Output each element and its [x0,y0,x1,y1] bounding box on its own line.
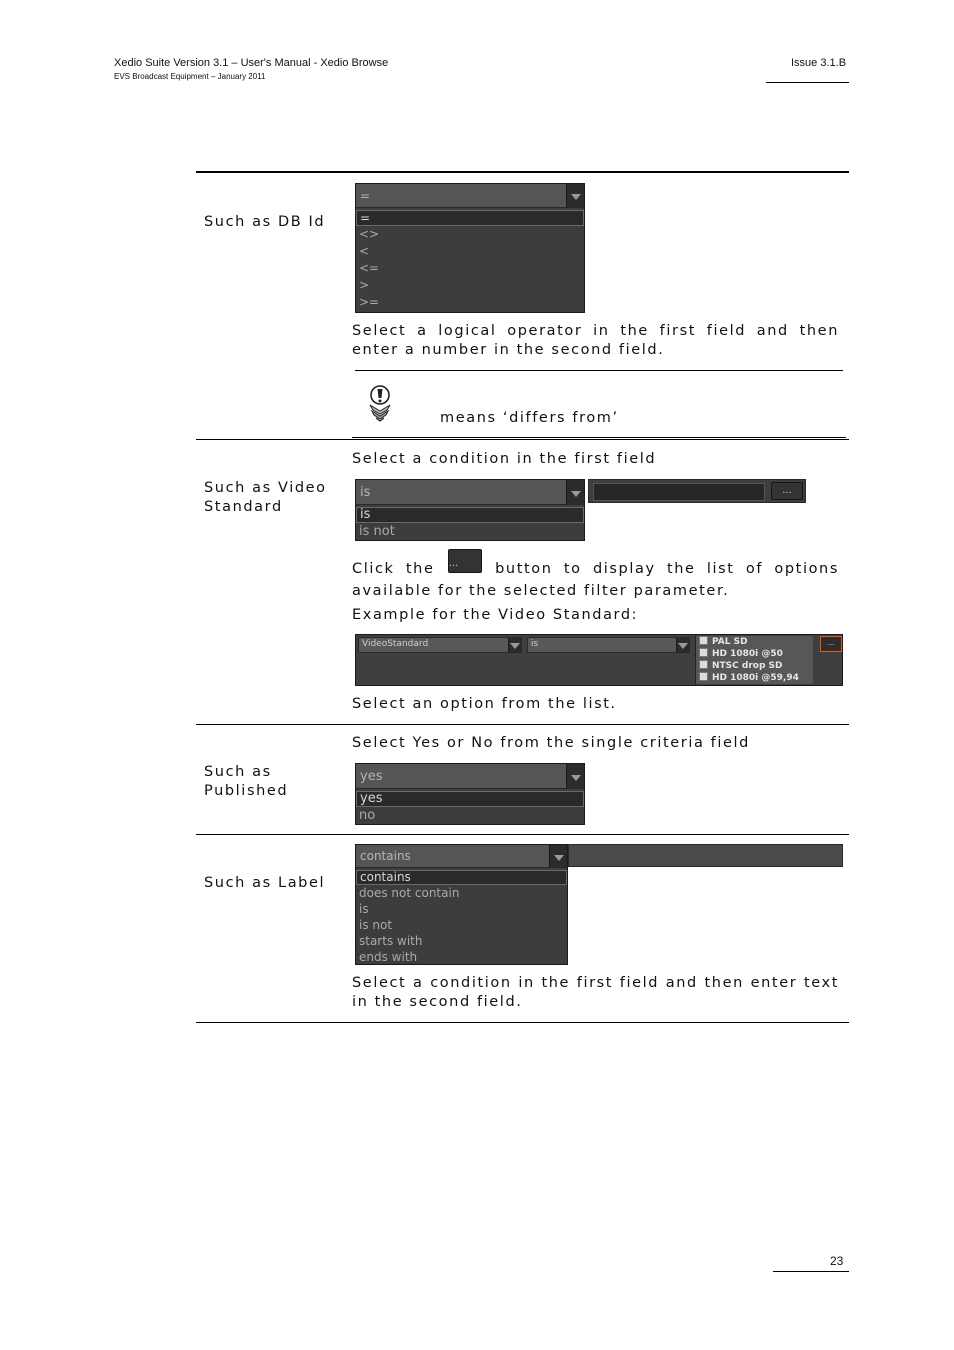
row-label-line: Published [204,783,289,799]
yes-no-dropdown[interactable] [355,763,585,825]
chevron-down-icon[interactable] [566,184,584,208]
video-standard-options-list [695,636,813,684]
header-title: Xedio Suite Version 3.1 – User's Manual - Xedio Browse [114,57,389,69]
checkbox[interactable] [699,636,708,645]
field-dropdown-value: VideoStandard [362,639,429,649]
options-value-field [588,479,806,503]
chevron-down-icon[interactable] [508,638,521,652]
operator-dropdown[interactable] [355,183,585,313]
text-condition-option[interactable]: is not [359,918,393,932]
video-standard-option[interactable] [699,660,813,672]
operator-option[interactable]: < [359,244,370,258]
checkbox[interactable] [699,672,708,681]
operator-option[interactable]: <= [359,261,380,275]
row-divider [196,439,849,440]
row-label-line: Such as Video [204,480,327,496]
operator-option[interactable]: > [359,278,370,292]
checkbox[interactable] [699,648,708,657]
condition-dropdown[interactable] [355,479,585,541]
checkbox[interactable] [699,660,708,669]
condition-example-dropdown[interactable] [527,637,690,653]
chevron-down-icon[interactable] [549,845,567,868]
options-text-box[interactable] [593,483,765,501]
db-id-description: Select a logical operator in the first field and then enter a number in the second field. [352,323,839,358]
table-bottom-rule [196,1022,849,1023]
footer-rule [773,1271,849,1272]
text-condition-option[interactable]: does not contain [359,886,460,900]
table-top-rule [196,171,849,173]
option-label: HD 1080i @50 [712,649,783,659]
chevron-down-icon[interactable] [676,638,689,652]
video-standard-option[interactable] [699,648,813,660]
header-issue: Issue 3.1.B [791,57,847,69]
row-divider [196,724,849,725]
yes-no-option[interactable]: no [359,808,376,823]
row-label-line: Such as [204,764,272,780]
label-text-input[interactable] [568,844,843,867]
operator-dropdown-value: = [356,184,584,208]
ellipsis-button[interactable]: ... [771,482,803,500]
option-label: NTSC drop SD [712,661,783,671]
click-after-text: button to display the list of options available for the selected filter parameter. [352,561,839,599]
video-standard-option[interactable] [699,672,813,684]
option-label: HD 1080i @59,94 [712,673,799,683]
operator-option[interactable]: >= [359,295,380,309]
text-condition-option[interactable]: ends with [359,950,418,964]
note-bottom-rule [352,437,846,438]
yes-no-options-list [356,791,584,824]
page-number: 23 [830,1254,844,1268]
condition-example-value: is [531,639,539,649]
row-label-label: Such as Label [204,875,326,891]
operator-option[interactable]: = [356,210,584,226]
row-label-published [204,763,288,801]
row-label-line: Standard [204,499,283,515]
click-before-text: Click the [352,561,435,577]
operator-option[interactable]: <> [359,227,380,241]
row-label-video-standard [204,479,327,517]
text-condition-dropdown-value: contains [356,845,567,868]
condition-option[interactable]: is not [359,524,395,539]
yes-no-dropdown-value: yes [356,764,584,789]
text-condition-options-list [356,870,567,965]
field-dropdown[interactable] [358,637,522,653]
text-condition-option[interactable]: is [359,902,369,916]
note-top-rule [355,370,843,371]
header-subtitle: EVS Broadcast Equipment – January 2011 [114,72,266,81]
label-description: Select a condition in the first field and then enter text in the second field. [352,975,839,1010]
condition-options-list [356,507,584,540]
text-condition-option[interactable]: contains [356,870,567,885]
chevron-down-icon[interactable] [566,764,584,789]
row-label-db-id: Such as DB Id [204,214,326,230]
text-condition-dropdown[interactable] [355,844,568,965]
click-instruction [352,558,839,601]
condition-dropdown-value: is [356,480,584,505]
chevron-down-icon[interactable] [566,480,584,505]
example-label: Example for the Video Standard: [352,607,639,623]
note-icon [363,383,397,423]
yes-no-option[interactable]: yes [356,791,584,807]
header-rule [766,82,849,83]
published-intro: Select Yes or No from the single criteria field [352,735,750,751]
note-text: means ‘differs from’ [440,410,619,426]
video-standard-outro: Select an option from the list. [352,696,617,712]
option-label: PAL SD [712,637,748,647]
video-standard-option[interactable] [699,636,813,648]
operator-options-list [356,210,584,311]
inline-ellipsis-button: ... [448,549,482,573]
row-divider [196,834,849,835]
video-standard-intro: Select a condition in the first field [352,451,657,467]
condition-option[interactable]: is [356,507,584,523]
example-ellipsis-button[interactable]: ... [820,636,842,652]
text-condition-option[interactable]: starts with [359,934,423,948]
video-standard-example-panel [355,634,843,686]
